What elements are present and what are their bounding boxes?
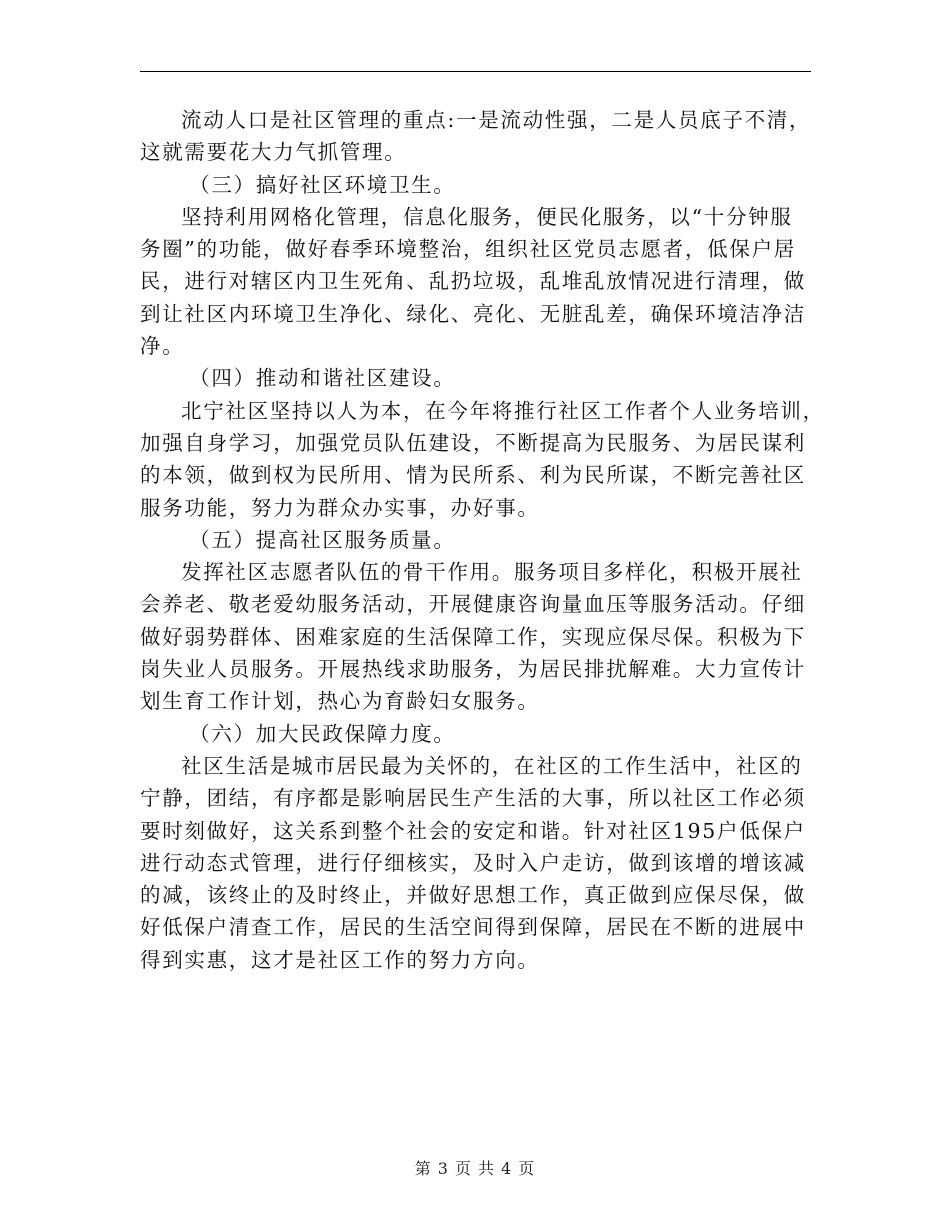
text-line: 服务功能，努力为群众办实事，办好事。 (140, 495, 540, 520)
text-line: 民，进行对辖区内卫生死角、乱扔垃圾，乱堆乱放情况进行清理，做 (140, 269, 806, 294)
document-body (140, 104, 825, 976)
section-heading-service (140, 524, 812, 556)
heading-text: （四）推动和谐社区建设。 (189, 366, 456, 391)
paragraph-service (140, 556, 812, 717)
text-line: 宁静，团结，有序都是影响居民生产生活的大事，所以社区工作必须 (140, 786, 806, 811)
header-rule (140, 71, 811, 72)
text-line: 的减，该终止的及时终止，并做好思想工作，真正做到应保尽保，做 (140, 883, 806, 908)
section-heading-harmony (140, 362, 812, 394)
text-line: 做好弱势群体、困难家庭的生活保障工作，实现应保尽保。积极为下 (140, 624, 806, 649)
text-line: 北宁社区坚持以人为本，在今年将推行社区工作者个人业务培训， (181, 398, 825, 423)
heading-text: （六）加大民政保障力度。 (189, 721, 456, 746)
text-line: 坚持利用网格化管理，信息化服务，便民化服务，以“十分钟服 (181, 204, 793, 229)
total-pages-number: 4 (501, 1159, 513, 1178)
text-line: 好低保户清查工作，居民的生活空间得到保障，居民在不断的进展中 (140, 915, 806, 940)
text-line: 净。 (140, 334, 185, 359)
text-line: 发挥社区志愿者队伍的骨干作用。服务项目多样化，积极开展社 (181, 560, 803, 585)
page-number-footer (0, 1156, 950, 1179)
paragraph-civil-affairs (140, 750, 812, 976)
section-heading-civil-affairs (140, 718, 812, 750)
page-label-mid: 页 共 (454, 1159, 496, 1178)
page-label-prefix: 第 (414, 1159, 432, 1178)
heading-text: （三）搞好社区环境卫生。 (189, 172, 456, 197)
text-line: 这就需要花大力气抓管理。 (140, 140, 407, 165)
heading-text: （五）提高社区服务质量。 (189, 527, 456, 552)
text-line: 岗失业人员服务。开展热线求助服务，为居民排扰解难。大力宣传计 (140, 657, 806, 682)
text-line: 得到实惠，这才是社区工作的努力方向。 (140, 947, 540, 972)
text-line: 会养老、敬老爱幼服务活动，开展健康咨询量血压等服务活动。仔细 (140, 592, 806, 617)
paragraph-environment (140, 201, 812, 362)
text-line: 进行动态式管理，进行仔细核实，及时入户走访，做到该增的增该减 (140, 850, 806, 875)
current-page-number: 3 (437, 1159, 449, 1178)
section-heading-environment (140, 169, 812, 201)
text-line: 划生育工作计划，热心为育龄妇女服务。 (140, 689, 540, 714)
text-line: 要时刻做好，这关系到整个社会的安定和谐。针对社区195户低保户 (140, 818, 806, 843)
text-line: 到让社区内环境卫生净化、绿化、亮化、无脏乱差，确保环境洁净洁 (140, 301, 806, 326)
text-line: 流动人口是社区管理的重点:一是流动性强，二是人员底子不清， (181, 108, 812, 132)
page-label-suffix: 页 (518, 1159, 536, 1178)
text-line: 社区生活是城市居民最为关怀的，在社区的工作生活中，社区的 (181, 753, 803, 778)
paragraph-floating-population (140, 104, 812, 169)
text-line: 加强自身学习，加强党员队伍建设，不断提高为民服务、为居民谋利 (140, 430, 806, 455)
paragraph-harmony (140, 395, 825, 524)
text-line: 务圈”的功能，做好春季环境整治，组织社区党员志愿者，低保户居 (140, 237, 796, 262)
text-line: 的本领，做到权为民所用、情为民所系、利为民所谋，不断完善社区 (140, 463, 806, 488)
